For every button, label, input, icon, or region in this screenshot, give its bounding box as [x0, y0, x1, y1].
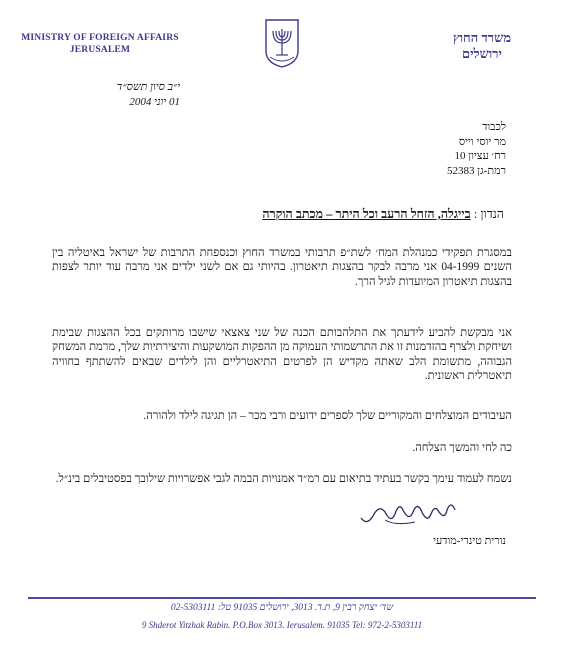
body-paragraph-1: במסגרת תפקידי כמנהלת המח׳ לשת״פ תרבותי במשרד החוץ וכנספחת התרבות של ישראל באיטליה בין השנים 04-1999 אני מרבה לבקר בהצגות תיאטרון. בהיותי גם אם לשני ילדים אני מרבה עוד יותר לצפות בהצגות תיאטרון המיועדות לגיל הרך. [52, 247, 512, 288]
recipient-salutation: לכבוד [482, 121, 506, 133]
recipient-street: רח׳ עציון 10 [454, 150, 506, 162]
recipient-city: רמת-גן 52383 [447, 164, 506, 177]
subject-title: בייגלה, הזחל הרעב וכל היתר – מכתב הוקרה [262, 207, 471, 221]
ministry-hebrew-name: משרד החוץ [452, 30, 512, 45]
ministry-english-name: MINISTRY OF FOREIGN AFFAIRS [21, 33, 179, 43]
recipient-name: מר יוסי וייס [458, 135, 506, 148]
recipient-block [306, 120, 506, 178]
signer-name: נורית טינרי-מודעי [433, 535, 506, 547]
body-paragraph-4: כה לחי והמשך הצלחה. [412, 442, 512, 454]
ministry-english-city: JERUSALEM [69, 45, 131, 55]
ministry-hebrew-city: ירושלים [462, 46, 502, 61]
ministry-hebrew-header [422, 30, 542, 62]
footer-divider [28, 597, 536, 599]
handwritten-signature [355, 496, 465, 532]
footer-address-english: 9 Shderot Yitzhak Rabin. P.O.Box 3013. Ierusalem. 91035 Tel: 972-2-5303111 [141, 620, 423, 630]
subject-line [64, 206, 504, 222]
subject-label: הנדון : [473, 207, 504, 221]
body-paragraph-2: אני מבקשת להביע לידעתך את התלהבותם הכנה של שני צאצאי שישבו מרותקים בכל ההצגות שבימת ושיחקת ולצרף בהזדמנות זו את התרשמותי העמוקה מן ההפקות המושקעות והיצירתיות שלך, מרמת המשחק הגבוהה, מתשומת הלב שאתה מקדיש הן לפרטים התיאטרליים והן לילדים שבאים להשתתף בחוויה תיאטרלית ראשונית. [52, 327, 512, 382]
letter-date [60, 80, 180, 110]
body-paragraph-3: העיבודים המוצלחים והמקוריים שלך לספרים ידועים ורבי מכר – הן תגיגה לילד ולהורה. [143, 410, 512, 422]
menorah-emblem-icon [262, 17, 302, 69]
footer-address-hebrew: שד׳ יצחק רבין 9, ת.ד. 3013, ירושלים 91035 טל: 02-5303111 [170, 603, 394, 613]
hebrew-date: י״ב סיון תשס״ד [116, 81, 180, 93]
body-paragraph-5: נשמח לעמוד עימך בקשר בעתיד בתיאום עם רמ״ד אמנויות הבמה לגבי אפשרויות שילובך בפסטיבלים בינ״ל. [55, 473, 512, 485]
ministry-english-header [20, 32, 180, 56]
gregorian-date: 01 יוני 2004 [129, 96, 180, 108]
